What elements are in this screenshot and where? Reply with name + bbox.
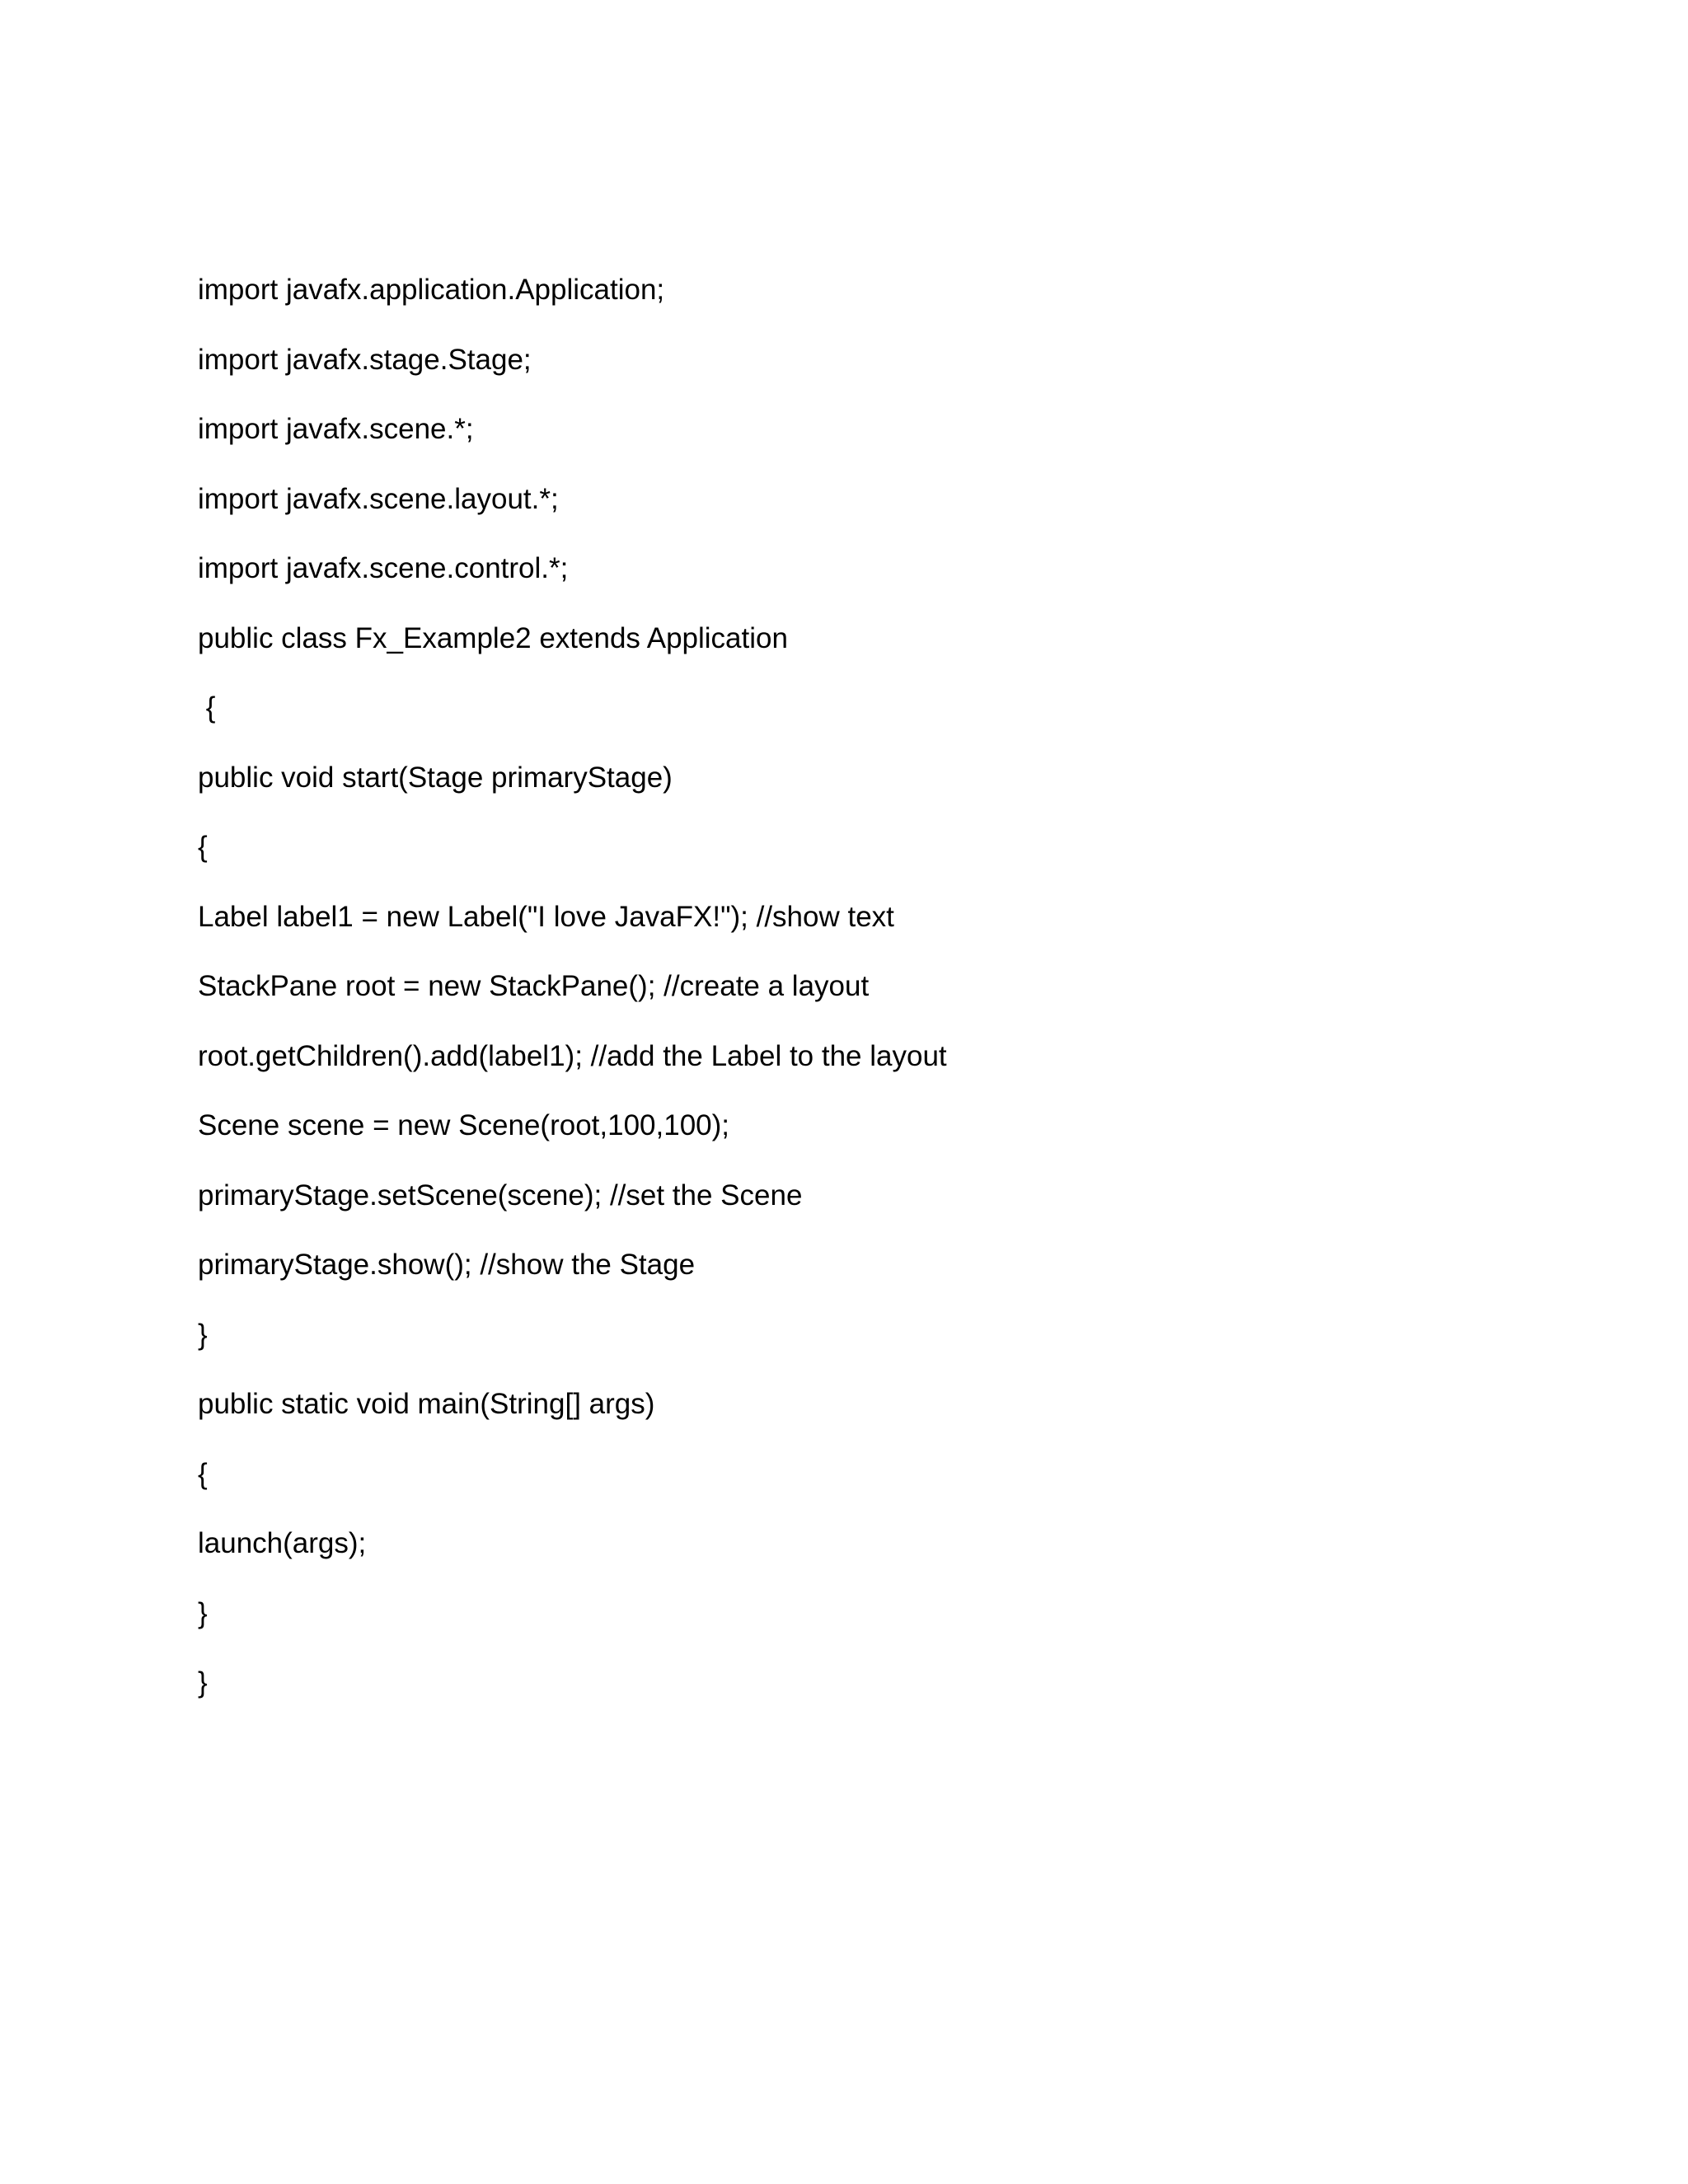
code-line: Scene scene = new Scene(root,100,100); (198, 1109, 730, 1141)
code-line: launch(args); (198, 1527, 367, 1559)
code-line: import javafx.scene.*; (198, 413, 474, 445)
code-line: StackPane root = new StackPane(); //create a layout (198, 970, 870, 1002)
code-line: { (198, 691, 216, 724)
code-line: Label label1 = new Label("I love JavaFX!"); //show text (198, 900, 894, 933)
code-line: { (198, 831, 208, 863)
code-line: root.getChildren().add(label1); //add the Label to the layout (198, 1039, 947, 1072)
code-line: { (198, 1457, 208, 1490)
code-line: import javafx.scene.layout.*; (198, 482, 559, 515)
code-listing (198, 268, 1599, 1731)
code-line: public class Fx_Example2 extends Application (198, 621, 788, 654)
code-line: public void start(Stage primaryStage) (198, 761, 673, 794)
code-line: primaryStage.show(); //show the Stage (198, 1249, 696, 1281)
code-line: import javafx.scene.control.*; (198, 552, 569, 584)
code-line: import javafx.stage.Stage; (198, 343, 532, 376)
code-line: import javafx.application.Application; (198, 274, 665, 306)
code-line: } (198, 1318, 208, 1351)
code-line: public static void main(String[] args) (198, 1388, 655, 1420)
code-line: } (198, 1666, 208, 1699)
code-line: primaryStage.setScene(scene); //set the Scene (198, 1179, 803, 1212)
code-line: } (198, 1596, 208, 1629)
